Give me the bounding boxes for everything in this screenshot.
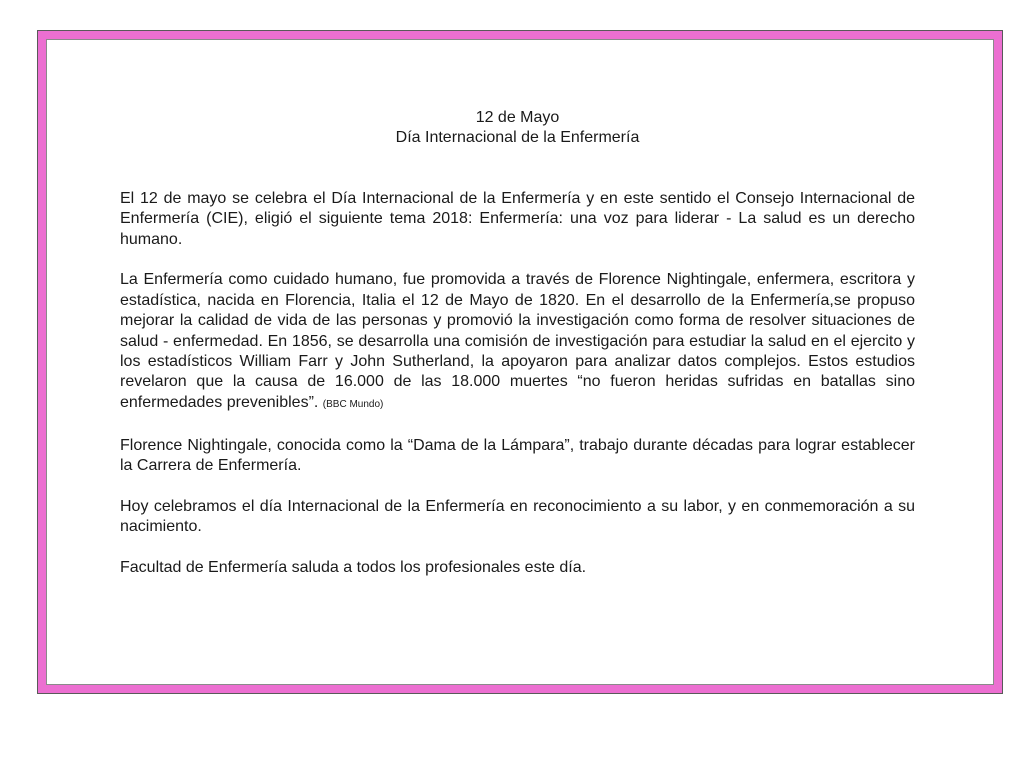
pink-border-frame bbox=[37, 30, 1003, 694]
source-citation: (BBC Mundo) bbox=[322, 398, 384, 410]
paragraph-celebration: Hoy celebramos el día Internacional de la Enfermería en reconocimiento a su labor, y en conmemoración a su nacimiento. bbox=[120, 497, 915, 536]
paragraph-greeting: Facultad de Enfermería saluda a todos los profesionales este día. bbox=[120, 559, 587, 577]
paragraph-history-text: La Enfermería como cuidado humano, fue promovida a través de Florence Nightingale, enfermera, escritora y estadística, nacida en Florencia, Italia el 12 de Mayo de 1820. En el desarrollo de la Enfermería,se propuso mejorar la calidad de vida de las personas y promovió la investigación como forma de resolver situaciones de salud - enfermedad. En 1856, se desarrolla una comisión de investigación para estudiar la salud en el ejercito y los estadísticos William Farr y John Sutherland, la apoyaron para analizar datos complejos. Estos estudios revelaron que la causa de 16.000 de las 18.000 muertes “no fueron heridas sufridas en batallas sino enfermedades prevenibles”. bbox=[120, 271, 915, 411]
document-content bbox=[120, 108, 915, 599]
paragraph-intro: El 12 de mayo se celebra el Día Internacional de la Enfermería y en este sentido el Consejo Internacional de Enfermería (CIE), eligió el siguiente tema 2018: Enfermería: una voz para liderar - La salud es un derecho humano. bbox=[120, 189, 915, 248]
title-heading: Día Internacional de la Enfermería bbox=[395, 129, 640, 147]
title-block bbox=[120, 108, 915, 149]
paragraph-history bbox=[120, 270, 915, 415]
title-date: 12 de Mayo bbox=[475, 109, 560, 126]
document-panel bbox=[46, 39, 994, 685]
paragraph-nightingale: Florence Nightingale, conocida como la “Dama de la Lámpara”, trabajo durante décadas para lograr establecer la Carrera de Enfermería. bbox=[120, 436, 915, 475]
